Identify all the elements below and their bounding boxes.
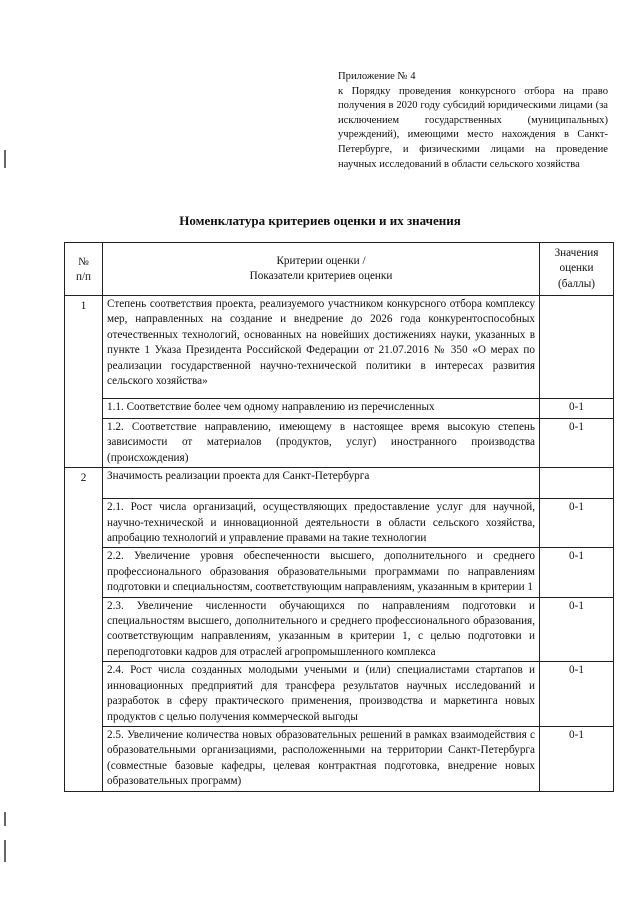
indicator-text: 2.5. Увеличение количества новых образовательных решений в рамках взаимодействия с образовательными организациями, расположенными на территории Санкт-Петербурга (совместные базовые кафедры, целевая контрактная подготовка, внедрение новых образовательных программ) xyxy=(103,726,540,791)
header-num-line: п/п xyxy=(75,271,92,283)
criterion-text: Значимость реализации проекта для Санкт-Петербурга xyxy=(103,468,540,499)
header-score-line: Значения xyxy=(554,246,599,259)
indicator-row xyxy=(65,419,614,468)
indicator-score: 0-1 xyxy=(540,597,614,662)
indicator-text: 2.4. Рост числа созданных молодыми учеными и (или) специалистами стартапов и инновационных предприятий для трансфера результатов научных исследований и разработок в сферу практического применения, производства и маркетинга новых продуктов с целью получения коммерческой выгоды xyxy=(103,662,540,727)
header-score-line: (баллы) xyxy=(558,277,595,290)
criteria-table xyxy=(64,242,614,792)
scan-edge-mark xyxy=(4,840,6,862)
indicator-score: 0-1 xyxy=(540,662,614,727)
criterion-number: 2 xyxy=(65,468,103,791)
header-score-line: оценки xyxy=(559,262,594,275)
indicator-text: 1.2. Соответствие направлению, имеющему в настоящее время высокую степень зависимости от материалов (продуктов, услуг) иностранного производства (происхождения) xyxy=(103,419,540,468)
appendix-block xyxy=(338,70,608,172)
appendix-title: Приложение № 4 xyxy=(338,71,416,82)
header-num-line: № xyxy=(78,255,89,268)
criterion-row xyxy=(65,296,614,399)
indicator-score: 0-1 xyxy=(540,548,614,597)
indicator-row xyxy=(65,548,614,597)
scan-edge-mark xyxy=(4,150,6,168)
indicator-row xyxy=(65,726,614,791)
criterion-score xyxy=(540,296,614,399)
criterion-row xyxy=(65,468,614,499)
page-heading: Номенклатура критериев оценки и их значения xyxy=(179,213,461,228)
indicator-score: 0-1 xyxy=(540,399,614,419)
criterion-score xyxy=(540,468,614,499)
indicator-text: 1.1. Соответствие более чем одному направлению из перечисленных xyxy=(103,399,540,419)
header-criteria-cell xyxy=(103,243,540,296)
scan-edge-mark xyxy=(4,812,6,826)
header-num-cell xyxy=(65,243,103,296)
indicator-score: 0-1 xyxy=(540,726,614,791)
criterion-number: 1 xyxy=(65,296,103,468)
indicator-row xyxy=(65,597,614,662)
indicator-text: 2.3. Увеличение численности обучающихся по направлениям подготовки и специальностям высшего, дополнительного и среднего профессионального образования, соответствующим направлениям, указанным в критерии 1, с целью подготовки и переподготовки кадров для отраслей агропромышленного комплекса xyxy=(103,597,540,662)
header-score-cell xyxy=(540,243,614,296)
indicator-row xyxy=(65,399,614,419)
indicator-text: 2.1. Рост числа организаций, осуществляющих предоставление услуг для научной, научно-технической и инновационной деятельности в области сельского хозяйства, апробацию технологий и управление правами на такие технологии xyxy=(103,499,540,548)
appendix-text: к Порядку проведения конкурсного отбора на право получения в 2020 году субсидий юридическими лицами (за исключением государственных (муниципальных) учреждений), имеющими место нахождения в Санкт-Петербурге, и физическими лицами на проведение научных исследований в области сельского хозяйства xyxy=(338,85,608,170)
table-header-row xyxy=(65,243,614,296)
header-criteria-line: Критерии оценки / xyxy=(276,254,366,267)
indicator-score: 0-1 xyxy=(540,419,614,468)
indicator-score: 0-1 xyxy=(540,499,614,548)
indicator-row xyxy=(65,499,614,548)
indicator-text: 2.2. Увеличение уровня обеспеченности высшего, дополнительного и среднего профессионального образования образовательными программами по направлениям подготовки и специальностям, соответствующим направлениям, указанным в критерии 1 xyxy=(103,548,540,597)
header-criteria-line: Показатели критериев оценки xyxy=(249,270,393,282)
indicator-row xyxy=(65,662,614,727)
criterion-text: Степень соответствия проекта, реализуемого участником конкурсного отбора комплексу мер, направленных на создание и внедрение до 2026 года конкурентоспособных отечественных технологий, основанных на новейших достижениях науки, указанных в пункте 1 Указа Президента Российской Федерации от 21.07.2016 № 350 «О мерах по реализации государственной научно-технической политики в интересах развития сельского хозяйства» xyxy=(103,296,540,399)
